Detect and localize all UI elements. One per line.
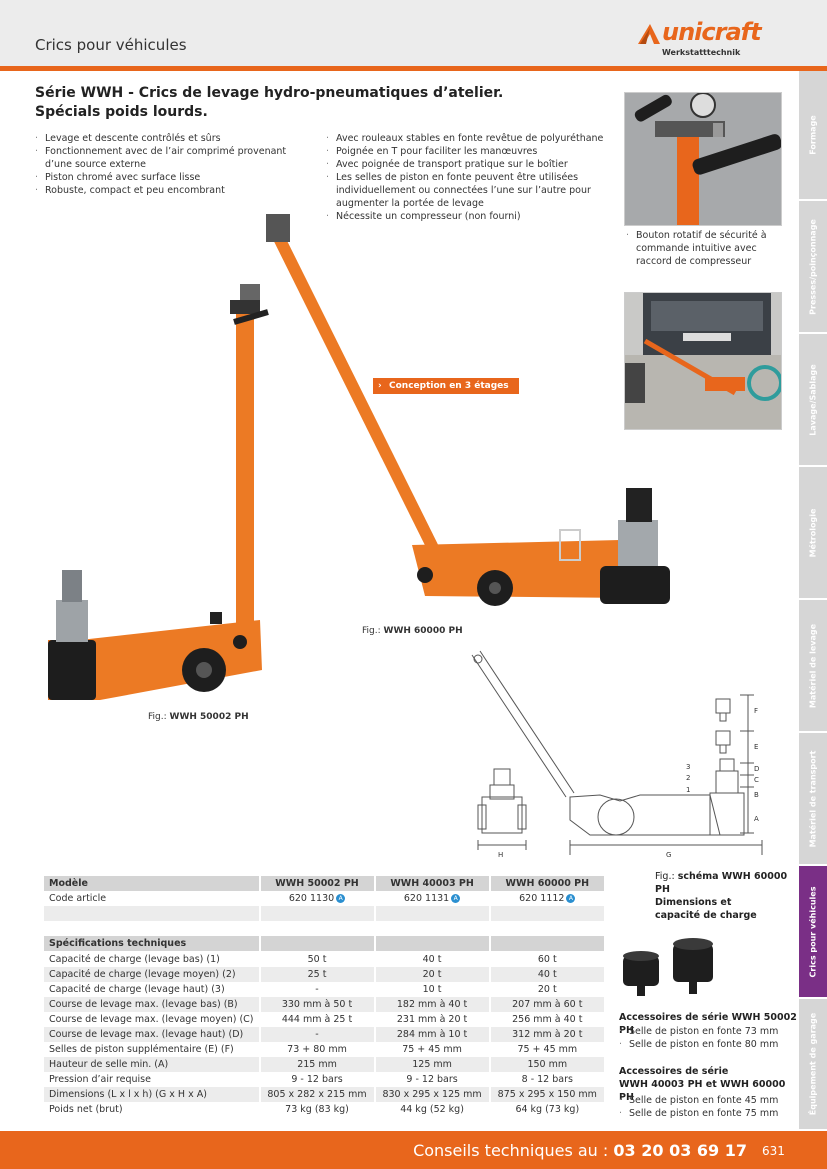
logo-mark-icon xyxy=(636,20,662,46)
spec-table xyxy=(44,876,606,1118)
list-item: · Robuste, compact et peu encombrant xyxy=(35,184,295,197)
list-item: · Avec poignée de transport pratique sur le boîtier xyxy=(326,158,616,171)
dim-label-c: C xyxy=(754,776,759,784)
list-item: · Levage et descente contrôlés et sûrs xyxy=(35,132,295,145)
features-list-left xyxy=(35,132,295,197)
table-row: Capacité de charge (levage bas) (1) 50 t 40 t 60 t xyxy=(44,951,605,966)
figure-caption-wwh60000: Fig.: WWH 60000 PH xyxy=(362,626,463,636)
footer-contact: Conseils techniques au : 03 20 03 69 17 xyxy=(413,1141,747,1160)
info-dot-icon[interactable]: A xyxy=(336,894,345,903)
table-row-empty xyxy=(44,906,605,921)
safety-knob-caption: · Bouton rotatif de sécurité à commande intuitive avec raccord de compresseur xyxy=(626,229,786,268)
jack-wwh60000-image xyxy=(266,214,670,606)
list-item: · Les selles de piston en fonte peuvent être utilisées individuellement ou connectées l’une sur l’autre pour augmenter la portée de levage xyxy=(326,171,616,210)
table-row: Course de levage max. (levage bas) (B) 330 mm à 50 t 182 mm à 40 t 207 mm à 60 t xyxy=(44,997,605,1012)
jack-wwh50002-image xyxy=(48,284,268,700)
list-item: · Nécessite un compresseur (non fourni) xyxy=(326,210,616,223)
page-header xyxy=(0,0,827,66)
tab-materiel-transport[interactable]: Matériel de transport xyxy=(799,733,827,866)
info-dot-icon[interactable]: A xyxy=(451,894,460,903)
tab-formage[interactable]: Formage xyxy=(799,71,827,201)
page-number: 631 xyxy=(762,1144,785,1158)
product-headline: Série WWH - Crics de levage hydro-pneumatiques d’atelier. Spécials poids lourds. xyxy=(35,85,504,120)
dim-label-2: 2 xyxy=(686,774,691,782)
list-item: · Piston chromé avec surface lisse xyxy=(35,171,295,184)
table-row: Course de levage max. (levage haut) (D) - 284 mm à 10 t 312 mm à 20 t xyxy=(44,1027,605,1042)
jack-product-images xyxy=(40,200,680,720)
list-item: · Selle de piston en fonte 73 mm xyxy=(619,1025,778,1038)
table-row: Selles de piston supplémentaire (E) (F) 73 + 80 mm 75 + 45 mm 75 + 45 mm xyxy=(44,1042,605,1057)
figure-caption-wwh50002: Fig.: WWH 50002 PH xyxy=(148,712,249,722)
phone-number[interactable]: 03 20 03 69 17 xyxy=(613,1141,747,1160)
dim-label-3: 3 xyxy=(686,763,691,771)
dimension-diagram xyxy=(470,645,770,870)
section-title: Crics pour véhicules xyxy=(35,36,187,54)
tab-crics-vehicules[interactable]: Crics pour véhicules xyxy=(799,866,827,999)
three-stage-badge: › Conception en 3 étages xyxy=(373,378,519,394)
page-footer xyxy=(0,1131,827,1169)
dim-label-a: A xyxy=(754,815,759,823)
table-row-empty xyxy=(44,921,605,936)
dim-label-1: 1 xyxy=(686,786,691,794)
table-row: Pression d’air requise 9 - 12 bars 9 - 12 bars 8 - 12 bars xyxy=(44,1072,605,1087)
table-row: Course de levage max. (levage moyen) (C) 444 mm à 25 t 231 mm à 20 t 256 mm à 40 t xyxy=(44,1012,605,1027)
tab-presses[interactable]: Presses/poinçonnage xyxy=(799,201,827,334)
list-item: · Selle de piston en fonte 45 mm xyxy=(619,1094,778,1107)
dim-label-f: F xyxy=(754,707,759,715)
dim-label-g: G xyxy=(666,851,672,859)
table-row: Dimensions (L x l x h) (G x H x A) 805 x 282 x 215 mm 830 x 295 x 125 mm 875 x 295 x 150 mm xyxy=(44,1087,605,1102)
info-dot-icon[interactable]: A xyxy=(566,894,575,903)
table-row: Poids net (brut) 73 kg (83 kg) 44 kg (52 kg) 64 kg (73 kg) xyxy=(44,1102,605,1117)
table-row: Capacité de charge (levage haut) (3) - 10 t 20 t xyxy=(44,982,605,997)
accessories-title-wwh50002: Accessoires de série WWH 50002 PH xyxy=(619,1012,797,1036)
table-header-row: Modèle WWH 50002 PH WWH 40003 PH WWH 60000 PH xyxy=(44,876,605,891)
schema-caption: Fig.: schéma WWH 60000 PH Dimensions et capacité de charge xyxy=(655,871,788,921)
dim-label-d: D xyxy=(754,765,760,773)
list-item: · Avec rouleaux stables en fonte revêtue de polyuréthane xyxy=(326,132,616,145)
tab-equipement-garage[interactable]: Équipement de garage xyxy=(799,999,827,1131)
piston-saddles-image xyxy=(617,934,727,1002)
list-item: · Selle de piston en fonte 80 mm xyxy=(619,1038,778,1051)
chevron-right-icon: › xyxy=(378,381,382,391)
table-row: Hauteur de selle min. (A) 215 mm 125 mm 150 mm xyxy=(44,1057,605,1072)
list-item: · Selle de piston en fonte 75 mm xyxy=(619,1107,778,1120)
logo-subtitle: Werkstatttechnik xyxy=(662,48,741,57)
table-section-row: Spécifications techniques xyxy=(44,936,605,951)
table-row: Code article 620 1130 A 620 1131 A 620 1112 A xyxy=(44,891,605,906)
dim-label-e: E xyxy=(754,743,759,751)
table-row: Capacité de charge (levage moyen) (2) 25 t 20 t 40 t xyxy=(44,967,605,982)
category-tabs xyxy=(799,71,827,1131)
logo-wordmark: unicraft xyxy=(662,18,761,46)
header-accent-bar xyxy=(0,66,827,71)
tab-metrologie[interactable]: Métrologie xyxy=(799,467,827,600)
accessories-title-wwh40003-60000: Accessoires de série WWH 40003 PH et WWH 60000 PH xyxy=(619,1066,786,1103)
list-item: · Fonctionnement avec de l’air comprimé provenant d’une source externe xyxy=(35,145,295,171)
list-item: · Poignée en T pour faciliter les manœuvres xyxy=(326,145,616,158)
tab-materiel-levage[interactable]: Matériel de levage xyxy=(799,600,827,733)
tab-lavage[interactable]: Lavage/Sablage xyxy=(799,334,827,467)
unicraft-logo xyxy=(636,18,796,60)
dim-label-h: H xyxy=(498,851,504,859)
dim-label-b: B xyxy=(754,791,759,799)
